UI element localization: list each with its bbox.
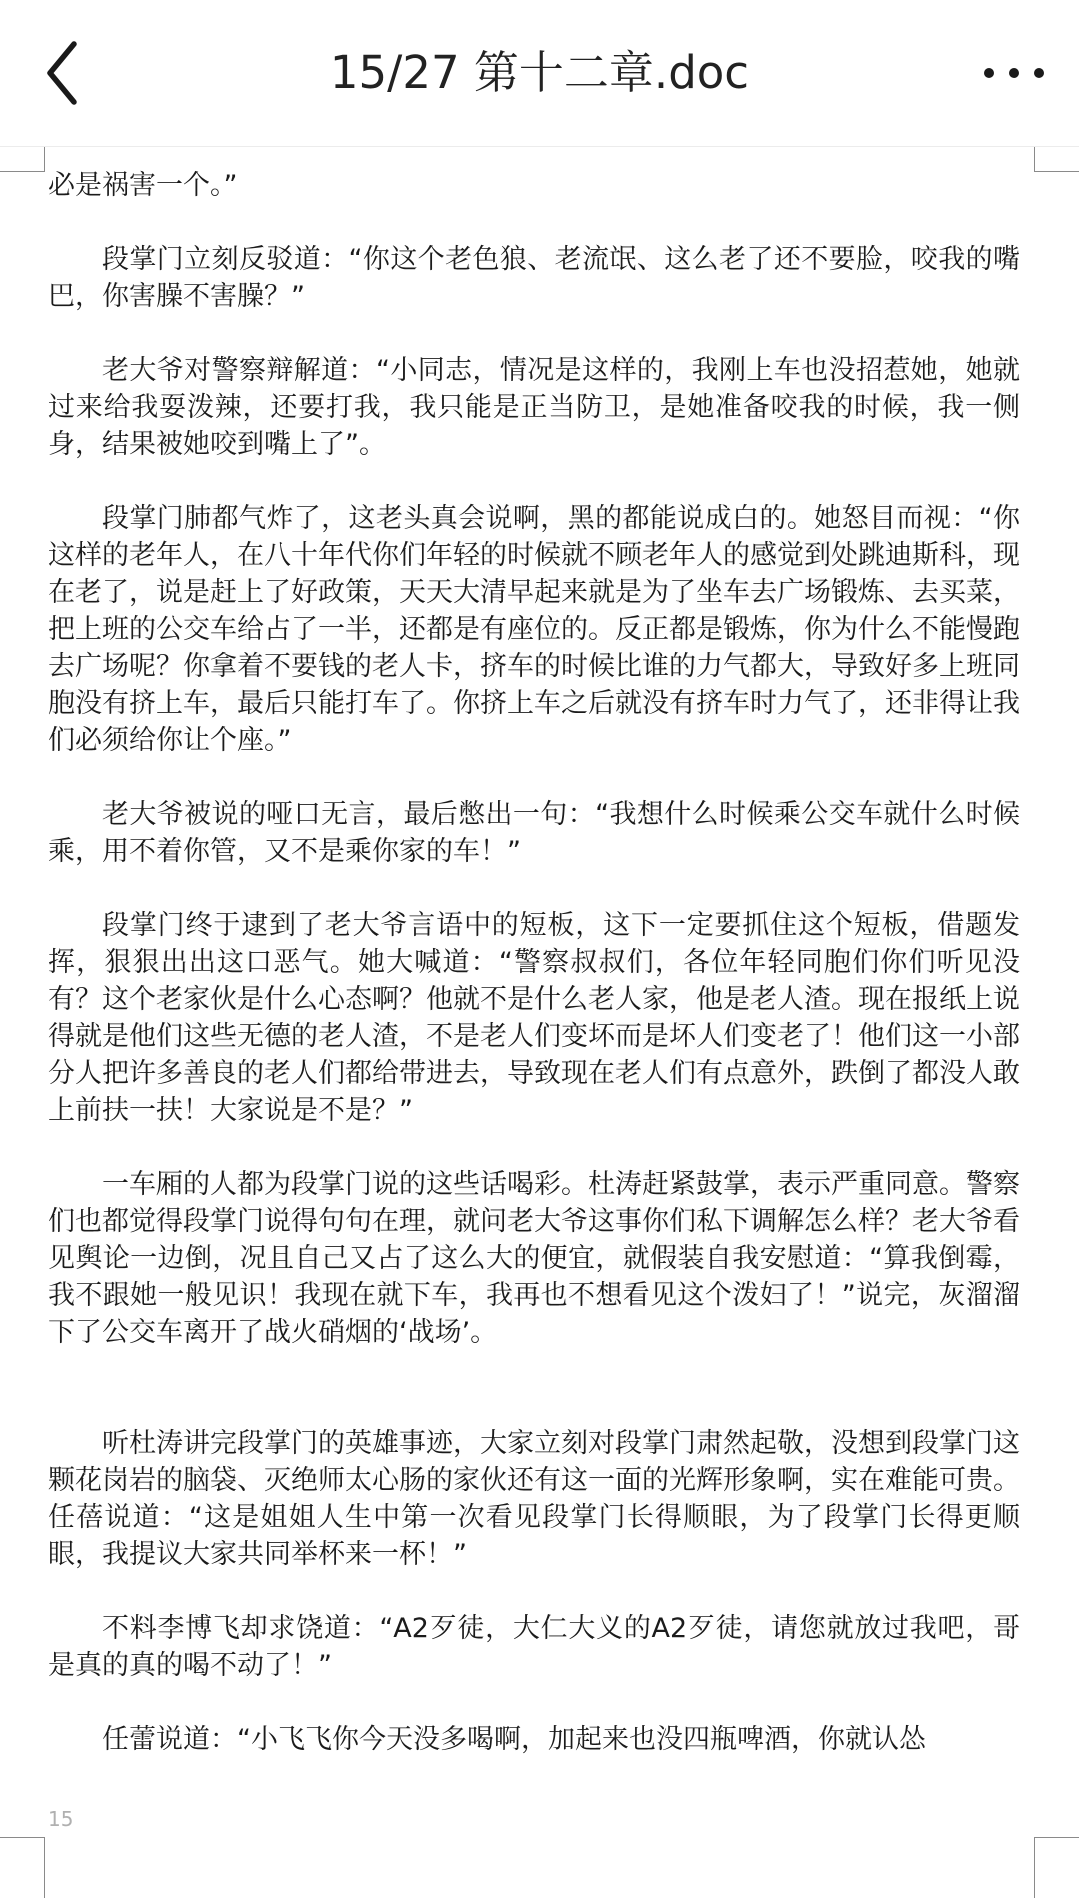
document-title: 15/27 第十二章.doc [329, 46, 750, 99]
crop-mark-top-left [0, 147, 45, 172]
chevron-left-icon [40, 38, 100, 108]
paragraph: 段掌门立刻反驳道：“你这个老色狼、老流氓、这么老了还不要脸，咬我的嘴巴，你害臊不害臊？” [48, 244, 1020, 312]
paragraph: 老大爷对警察辩解道：“小同志，情况是这样的，我刚上车也没招惹她，她就过来给我耍泼辣，还要打我，我只能是正当防卫，是她准备咬我的时候，我一侧身，结果被她咬到嘴上了”。 [48, 355, 1020, 460]
page-number: 15 [48, 1807, 74, 1831]
paragraph: 任蕾说道：“小飞飞你今天没多喝啊，加起来也没四瓶啤酒，你就认怂 [102, 1724, 926, 1755]
more-horizontal-icon [979, 50, 1049, 96]
top-bar [0, 0, 1079, 147]
paragraph: 一车厢的人都为段掌门说的这些话喝彩。杜涛赶紧鼓掌，表示严重同意。警察们也都觉得段掌门说得句句在理，就问老大爷这事你们私下调解怎么样？老大爷看见舆论一边倒，况且自己又占了这么大的便宜，就假装自我安慰道：“算我倒霉，我不跟她一般见识！我现在就下车，我再也不想看见这个泼妇了！”说完，灰溜溜下了公交车离开了战火硝烟的‘战场’。 [48, 1169, 1020, 1348]
crop-mark-bottom-right [1034, 1837, 1079, 1898]
paragraph: 听杜涛讲完段掌门的英雄事迹，大家立刻对段掌门肃然起敬，没想到段掌门这颗花岗岩的脑袋、灭绝师太心肠的家伙还有这一面的光辉形象啊，实在难能可贵。任蓓说道：“这是姐姐人生中第一次看见段掌门长得顺眼，为了段掌门长得更顺眼，我提议大家共同举杯来一杯！” [48, 1428, 1020, 1570]
crop-mark-bottom-left [0, 1837, 45, 1898]
document-body [48, 167, 1020, 1795]
paragraph: 段掌门终于逮到了老大爷言语中的短板，这下一定要抓住这个短板，借题发挥，狠狠出出这口恶气。她大喊道：“警察叔叔们，各位年轻同胞们你们听见没有？这个老家伙是什么心态啊？他就不是什么老人家，他是老人渣。现在报纸上说得就是他们这些无德的老人渣，不是老人们变坏而是坏人们变老了！他们这一小部分人把许多善良的老人们都给带进去，导致现在老人们有点意外，跌倒了都没人敢上前扶一扶！大家说是不是？” [48, 910, 1020, 1126]
more-options-button[interactable] [979, 50, 1049, 96]
document-page[interactable] [0, 147, 1079, 1896]
paragraph: 段掌门肺都气炸了，这老头真会说啊，黑的都能说成白的。她怒目而视：“你这样的老年人，在八十年代你们年轻的时候就不顾老年人的感觉到处跳迪斯科，现在老了，说是赶上了好政策，天天大清早起来就是为了坐车去广场锻炼、去买菜，把上班的公交车给占了一半，还都是有座位的。反正都是锻炼，你为什么不能慢跑去广场呢？你拿着不要钱的老人卡，挤车的时候比谁的力气都大，导致好多上班同胞没有挤上车，最后只能打车了。你挤上车之后就没有挤车时力气了，还非得让我们必须给你让个座。” [48, 503, 1020, 756]
paragraph: 必是祸害一个。” [48, 170, 238, 201]
paragraph: 不料李博飞却求饶道：“A2歹徒，大仁大义的A2歹徒，请您就放过我吧，哥是真的真的喝不动了！” [48, 1613, 1020, 1681]
back-button[interactable] [40, 38, 100, 108]
crop-mark-top-right [1034, 147, 1079, 172]
paragraph: 老大爷被说的哑口无言，最后憋出一句：“我想什么时候乘公交车就什么时候乘，用不着你管，又不是乘你家的车！” [48, 799, 1020, 867]
